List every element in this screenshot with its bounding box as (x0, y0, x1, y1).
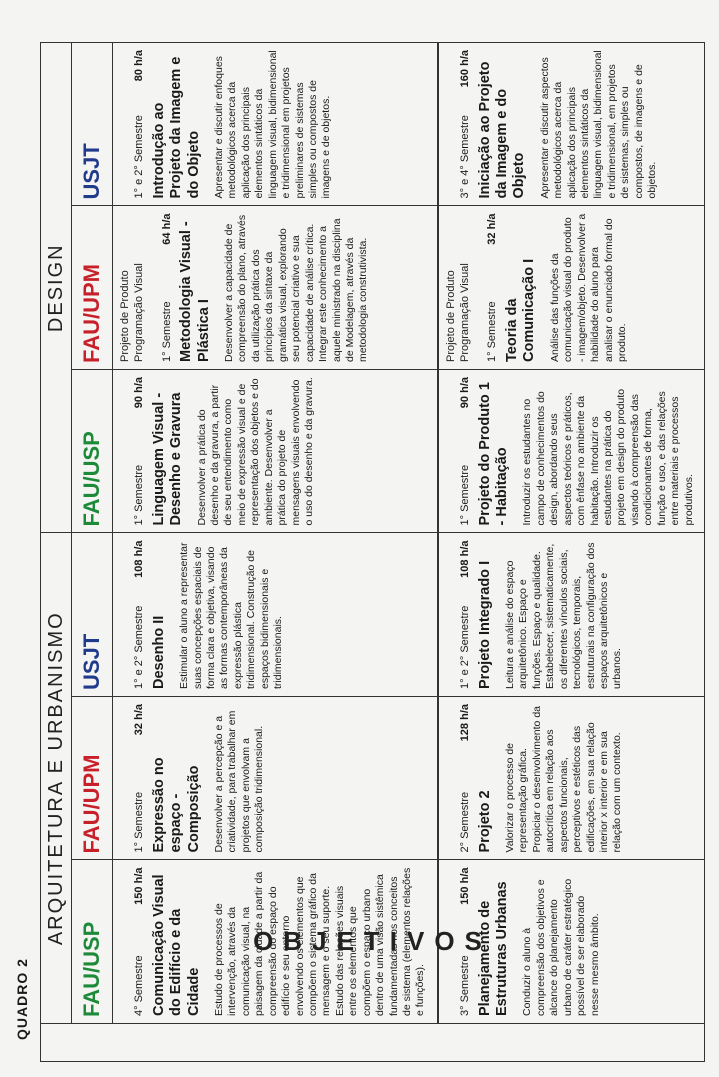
header-fau-upm-design: FAU/UPM (72, 206, 113, 370)
course-cell (438, 206, 705, 370)
semester-line (459, 377, 473, 526)
course-cell (113, 43, 438, 207)
table-row (113, 43, 438, 1062)
semester: 1° e 2° Semestre (133, 115, 145, 199)
rotated-table-wrapper (40, 42, 705, 1062)
table-row (438, 43, 705, 1062)
header-fau-usp-arq: FAU/USP (72, 860, 113, 1024)
course-description: Conduzir o aluno à compreensão dos objetivos e alcance do planejamento urbano de caráter estratégico possível de ser elaborado nesse mesmo âmbito. (521, 878, 601, 1016)
course-description: Estudo de processos de intervenção, através da comunicação visual, na paisagem da cidade a partir da compreensão do espaço do edifício e seu entorno envolvendo os elementos que compõem o sistema gráfico da mensagem e o seu suporte. Estudo das relações visuais entre os elementos que compõem o espaço urbano dentro de uma visão sistêmica fundamentadas nos conceitos de sistema (elementos relações e funções). (212, 867, 427, 1016)
semester: 2° Semestre (458, 791, 471, 853)
hours: 32 h/a (133, 704, 145, 736)
semester-line (459, 50, 473, 199)
course-cell (438, 533, 705, 697)
course-title: Linguagem Visual - Desenho e Gravura (150, 392, 185, 526)
course-title: Planejamento de Estruturas Urbanas (476, 881, 510, 1016)
course-cell (113, 697, 438, 861)
hours: 80 h/a (133, 50, 145, 82)
semester-line (133, 377, 147, 526)
semester-line (161, 214, 175, 363)
course-description: Desenvolver a percepção e a criatividade, para trabalhar em projetos que envolvam a composição tridimensional. (212, 710, 266, 853)
course-description: Apresentar e discutir enfoques metodológicos acerca da aplicação dos principais elementos sintáticos da linguagem visual, bidimensional e tridimensional em projetos preliminares de sistemas simples ou compostos de imagens e de objetos. (212, 50, 333, 199)
program-subtitle: Projeto de Produto Programação Visual (119, 263, 145, 362)
hours: 90 h/a (133, 377, 145, 409)
semester: 1° e 2° Semestre (458, 605, 471, 689)
course-title: Iniciação ao Projeto da Imagem e do Objeto (476, 61, 528, 199)
course-title: Projeto Integrado I (476, 560, 493, 689)
hours: 32 h/a (486, 213, 499, 245)
header-usjt-design: USJT (72, 43, 113, 207)
hours: 64 h/a (160, 213, 173, 245)
course-cell (113, 370, 438, 534)
page-label: QUADRO 2 (14, 958, 30, 1040)
semester: 1° Semestre (486, 301, 499, 362)
course-title: Metodologia Visual - Plástica I (178, 221, 212, 362)
hours: 150 h/a (458, 867, 471, 905)
semester: 1° Semestre (458, 464, 471, 526)
hours: 108 h/a (458, 540, 471, 578)
semester-line (486, 214, 500, 363)
course-title: Comunicação Visual do Edifício e da Cidade (150, 874, 202, 1016)
course-cell (438, 43, 705, 207)
header-fau-usp-design: FAU/USP (72, 370, 113, 534)
header-fau-upm-arq: FAU/UPM (72, 697, 113, 861)
course-description: Apresentar e discutir aspectos metodológicos acerca da aplicação dos principais elementos sintáticos da linguagem visual, bidimensional e tridimensional, em projetos de sistemas, simples ou compostos, de imagens e de objetos. (538, 50, 659, 199)
course-description: Estimular o aluno a representar suas concepções espaciais de forma clara e objetiva, visando as formas contemporâneas da expressão plástica tridimensional. Construção de espaços bidimensionais e tridimensionais. (178, 542, 285, 689)
semester-line (133, 704, 147, 853)
semester-line (459, 704, 473, 853)
header-usjt-arq: USJT (72, 533, 113, 697)
course-description: Introduzir os estudantes no campo de conhecimentos do design, abordando seus aspectos teóricos e práticos, com ênfase no ambiente da habitação. Introduzir os estudantes na prática do projeto em design do produto visando à compreensão das condicionantes de forma, função e uso, e das relações entre materiais e processos produtivos. (521, 388, 695, 526)
course-cell (438, 370, 705, 534)
hours: 108 h/a (133, 540, 145, 578)
hours: 128 h/a (458, 704, 471, 742)
course-title: Introdução ao Projeto da Imagem e do Objeto (150, 56, 202, 199)
semester: 1° e 2° Semestre (133, 605, 145, 689)
semester: 4° Semestre (133, 955, 145, 1016)
course-description: Leitura e análise do espaço arquitetônico. Espaço e funções. Espaço e qualidade. Estabelecer, sistematicamente, os diferentes vínculos sociais, tecnológicos, temporais, estruturais na configuração dos espaços arquitetônicos e urbanos. (503, 542, 624, 689)
course-description: Análise das funções da comunicação visual do produto - imagem/objeto. Desenvolver a habilidade do aluno para analisar o enunciado formal do produto. (548, 213, 628, 362)
course-cell (438, 697, 705, 861)
course-cell (113, 533, 438, 697)
section-design: DESIGN (41, 43, 72, 534)
semester: 3° e 4° Semestre (458, 115, 471, 199)
section-arquitetura: ARQUITETURA E URBANISMO (41, 533, 72, 1024)
course-cell (113, 206, 438, 370)
program-subtitle: Projeto de Produto Programação Visual (444, 263, 471, 362)
hours: 150 h/a (133, 867, 145, 905)
semester-line (133, 50, 147, 199)
course-title: Desenho II (150, 615, 167, 689)
semester: 1° Semestre (133, 791, 145, 853)
curriculum-table (40, 42, 705, 1062)
semester: 1° Semestre (160, 301, 173, 362)
course-description: Valorizar o processo de representação gráfica. Propiciar o desenvolvimento da autocrítica em relação aos aspectos funcionais, perceptivos e estéticos das edificações, em sua relação interior x interior e em sua relação com um contexto. (503, 706, 624, 853)
course-description: Desenvolver a capacidade de compreensão do plano, através da utilização prática dos princípios da sintaxe da gramática visual, explorando seu potencial criativo e sua capacidade de análise crítica. Integrar este conhecimento a aquele ministrado na disciplina de Modelagem, através da metodologia construtivista. (223, 214, 370, 362)
semester-line (459, 541, 473, 690)
hours: 90 h/a (458, 377, 471, 409)
semester-line (133, 541, 147, 690)
semester: 3° Semestre (458, 955, 471, 1016)
course-title: Expressão no espaço - Composição (150, 757, 202, 853)
course-title: Teoria da Comunicação I (504, 258, 538, 362)
semester-line (133, 868, 147, 1017)
course-title: Projeto do Produto 1 - Habitação (476, 382, 510, 526)
course-description: Desenvolver a prática do desenho e da gravura, a partir de seu entendimento como meio de expressão visual e de representação dos objetos e do ambiente. Desenvolver a prática do projeto de mensagens visuais envolvendo o uso do desenho e da gravura. (195, 377, 316, 526)
course-title: Projeto 2 (476, 790, 493, 853)
semester: 1° Semestre (133, 464, 145, 526)
objetivos-label: OBJETIVOS (253, 926, 492, 957)
hours: 160 h/a (458, 50, 471, 88)
